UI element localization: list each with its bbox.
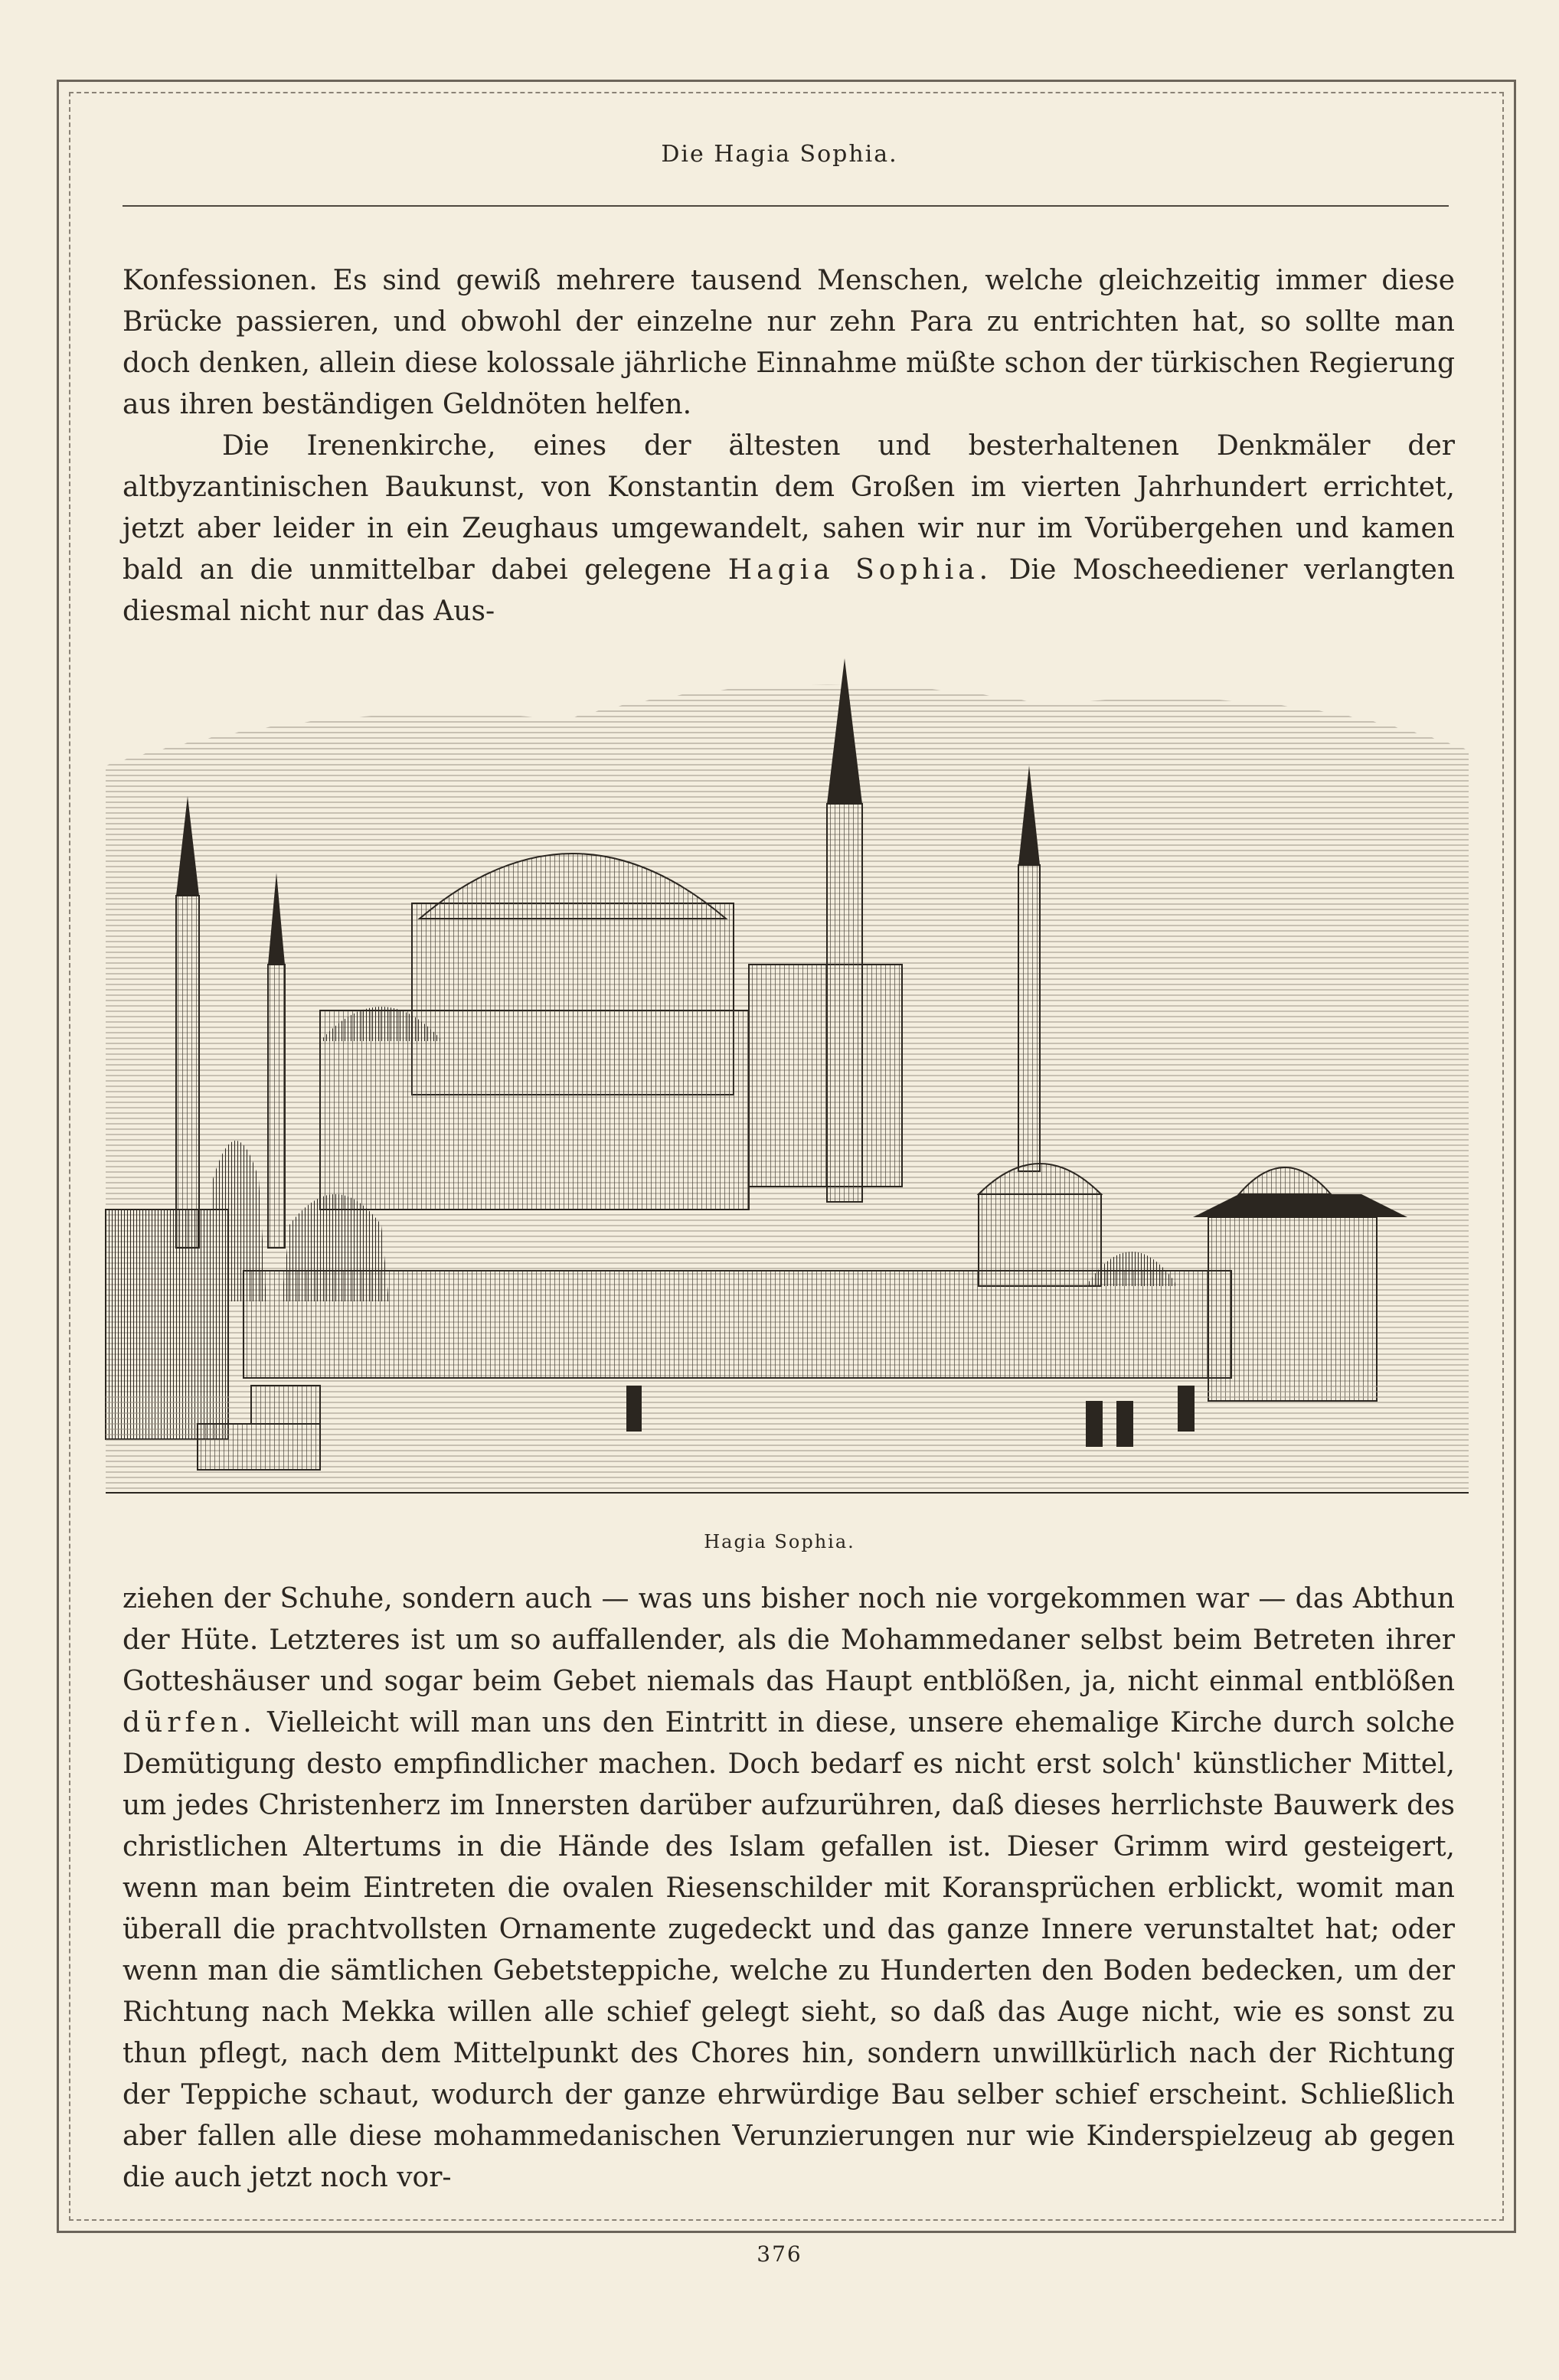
- text-block-bottom: [123, 1579, 1455, 2199]
- running-head: Die Hagia Sophia.: [661, 141, 898, 168]
- paragraph-3-emphasis: dürfen.: [123, 1707, 257, 1738]
- figure-caption: Hagia Sophia.: [704, 1531, 855, 1552]
- paragraph-3-text-a: ziehen der Schuhe, sondern auch — was uns bisher noch nie vorgekommen war — das Abthun der Hüte. Letzteres ist um so auffallender, als die Mohammedaner selbst beim Betreten ihrer Gotteshäuser und sogar beim Gebet niemals das Haupt entblößen, ja, nicht einmal entblößen: [123, 1583, 1455, 1697]
- paragraph-2-text-a: Die Irenenkirche, eines der ältesten und besterhaltenen Denkmäler der altbyzantinischen Baukunst, von Konstantin dem Großen im vierten Jahrhundert errichtet, jetzt aber leider in ein Zeughaus umgewandelt, sahen wir nur im Vorübergehen und kamen bald an die unmittelbar dabei gelegene: [123, 430, 1455, 586]
- paragraph-2: [123, 426, 1455, 632]
- paragraph-1: Konfessionen. Es sind gewiß mehrere tausend Menschen, welche gleichzeitig immer diese Brücke passieren, und obwohl der einzelne nur zehn Para zu entrichten hat, so sollte man doch denken, allein diese kolossale jährliche Einnahme müßte schon der türkischen Regierung aus ihren beständigen Geldnöten helfen.: [123, 265, 1455, 420]
- paragraph-3-text-b: Vielleicht will man uns den Eintritt in diese, unsere ehemalige Kirche durch solche Demütigung desto empfindlicher machen. Doch bedarf es nicht erst solch' künstlicher Mittel, um jedes Christenherz im Innersten darüber aufzurühren, daß dieses herrlichste Bauwerk des christlichen Altertums in die Hände des Islam gefallen ist. Dieser Grimm wird gesteigert, wenn man beim Eintreten die ovalen Riesenschilder mit Koransprüchen erblickt, womit man überall die prachtvollsten Ornamente zugedeckt und das ganze Innere verunstaltet hat; oder wenn man die sämtlichen Gebetsteppiche, welche zu Hunderten den Boden bedecken, um der Richtung nach Mekka willen alle schief gelegt sieht, so daß das Auge nicht, wie es sonst zu thun pflegt, nach dem Mittelpunkt des Chores hin, sondern unwillkürlich nach der Richtung der Teppiche schaut, wodurch der ganze ehrwürdige Bau selber schief erscheint. Schließlich aber fallen alle diese mohammedanischen Verunzierungen nur wie Kinderspielzeug ab gegen die auch jetzt noch vor-: [123, 1707, 1455, 2193]
- engraving-illustration: [90, 612, 1484, 1516]
- paragraph-3: [123, 1579, 1455, 2199]
- paragraph-2-emphasis: Hagia Sophia.: [727, 554, 993, 586]
- engraving-hagia-sophia: [90, 612, 1484, 1516]
- page-number: 376: [757, 2241, 802, 2267]
- header-rule: [123, 205, 1449, 207]
- text-block-top: [123, 260, 1455, 632]
- paragraph-2-text-b: Die Moscheediener verlangten diesmal nicht nur das Aus-: [123, 554, 1456, 627]
